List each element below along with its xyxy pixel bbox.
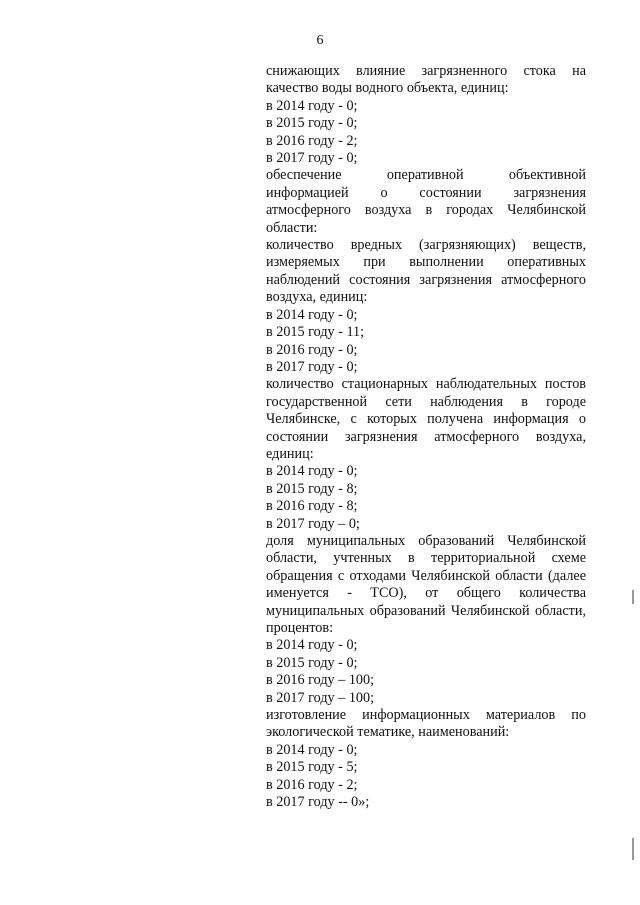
paragraph: количество вредных (загрязняющих) веществ, измеряемых при выполнении оперативных наблюдений состояния загрязнения атмосферного воздуха, единиц: [266,237,586,306]
year-value-line: в 2015 году - 5; [266,759,358,776]
year-value-line: в 2017 году – 0; [266,515,360,532]
paragraph: снижающих влияние загрязненного стока на качество воды водного объекта, единиц: [266,63,586,97]
year-value-line: в 2017 году - 0; [266,358,358,375]
year-value-line: в 2017 году – 100; [266,689,375,706]
year-value-line: в 2017 году -- 0»; [266,794,370,811]
year-value-line: в 2014 году - 0; [266,463,358,480]
paragraph: количество стационарных наблюдательных постов государственной сети наблюдения в городе Челябинске, с которых получена информация о состоянии загрязнения атмосферного воздуха, единиц: [266,376,586,462]
year-value-line: в 2016 году - 8; [266,498,358,515]
year-value-line: в 2014 году - 0; [266,741,358,758]
year-value-line: в 2014 году - 0; [266,97,358,114]
year-value-line: в 2014 году - 0; [266,306,358,323]
year-value-line: в 2015 году - 0; [266,654,358,671]
year-value-line: в 2015 году - 8; [266,480,358,497]
year-value-line: в 2015 году - 11; [266,324,365,341]
paragraph: изготовление информационных материалов по экологической тематике, наименований: [266,707,586,741]
page-number: 6 [316,33,324,48]
year-value-line: в 2016 году - 2; [266,776,358,793]
year-value-line: в 2015 году - 0; [266,115,358,132]
year-value-line: в 2016 году – 100; [266,672,375,689]
year-value-line: в 2016 году - 0; [266,341,358,358]
document-body [266,63,586,811]
year-value-line: в 2016 году - 2; [266,132,358,149]
year-value-line: в 2014 году - 0; [266,637,358,654]
year-value-line: в 2017 году - 0; [266,150,358,167]
paragraph: обеспечение оперативной объективной информацией о состоянии загрязнения атмосферного воздуха в городах Челябинской области: [266,167,586,236]
paragraph: доля муниципальных образований Челябинской области, учтенных в территориальной схеме обращения с отходами Челябинской области (далее именуется - ТСО), от общего количества муниципальных образований Челябинской области, процентов: [266,532,586,636]
scan-artifact-mark [632,590,634,604]
scan-artifact-mark [632,838,634,860]
